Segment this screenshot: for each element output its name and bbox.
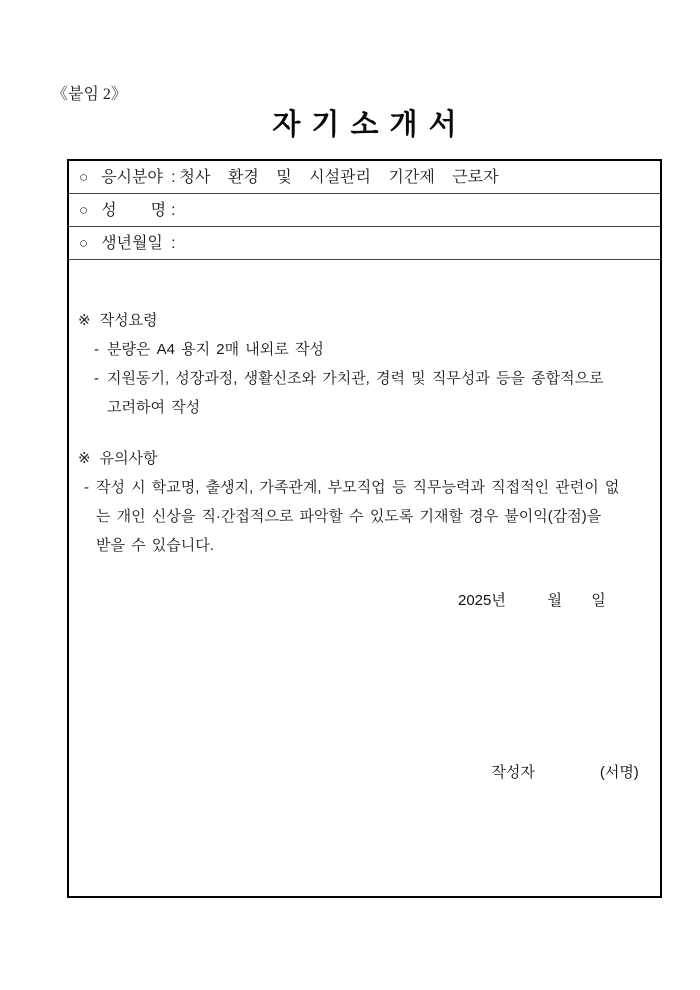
guidelines-bullet-2: [69, 364, 660, 393]
application-form-box: [67, 159, 662, 898]
notice-heading: [69, 444, 660, 473]
guidelines-bullet-2-text: 지원동기, 성장과정, 생활신조와 가치관, 경력 및 직무성과 등을 종합적으로: [107, 370, 604, 387]
birthdate-field-value[interactable]: [180, 231, 560, 257]
guidelines-bullet-2-continuation: 고려하여 작성: [107, 399, 201, 416]
circle-bullet-icon: ○: [79, 202, 89, 219]
guidelines-heading-text: 작성요령: [99, 312, 158, 329]
sign-here-label: (서명): [599, 764, 639, 781]
writer-label: 작성자: [491, 764, 535, 781]
field-row-category: [69, 161, 660, 194]
birthdate-field-label: 생년월일: [101, 235, 163, 252]
dash-bullet-icon: -: [84, 479, 89, 496]
notice-bullet-1-continuation-2: 받을 수 있습니다.: [96, 537, 214, 554]
date-line: 2025년 월 일: [458, 592, 606, 609]
circle-bullet-icon: ○: [79, 169, 89, 186]
guidelines-heading: [69, 306, 660, 335]
dash-bullet-icon: -: [94, 341, 99, 358]
guidelines-bullet-1-text: 분량은 A4 용지 2매 내외로 작성: [107, 341, 324, 358]
name-field-label: 성 명: [101, 202, 167, 219]
colon-separator: :: [171, 235, 176, 252]
dash-bullet-icon: -: [94, 370, 99, 387]
form-body-area: [69, 306, 660, 939]
field-row-birthdate: [69, 227, 660, 260]
reference-mark-icon: ※: [78, 312, 91, 329]
page-title: 자 기 소 개 서: [272, 109, 457, 141]
notice-heading-text: 유의사항: [99, 450, 158, 467]
writing-guidelines-section: [69, 306, 660, 422]
notice-bullet-1-text: 작성 시 학교명, 출생지, 가족관계, 부모직업 등 직무능력과 직접적인 관련이 없: [96, 479, 620, 496]
date-signature-block: [458, 493, 639, 923]
guidelines-bullet-1: [69, 335, 660, 364]
signature-line: [458, 708, 639, 837]
category-field-value: 청사 환경 및 시설관리 기간제 근로자: [179, 169, 499, 186]
colon-separator: :: [171, 202, 176, 219]
category-field-label: 응시분야: [101, 169, 163, 186]
colon-separator: :: [171, 169, 176, 186]
circle-bullet-icon: ○: [79, 235, 89, 252]
attachment-number-label: 《붙임 2》: [52, 86, 127, 103]
notice-bullet-1-continuation-1: 는 개인 신상을 직·간접적으로 파악할 수 있도록 기재할 경우 불이익(감점)을: [96, 508, 602, 525]
name-field-value[interactable]: [180, 198, 560, 224]
reference-mark-icon: ※: [78, 450, 91, 467]
field-row-name: [69, 194, 660, 227]
